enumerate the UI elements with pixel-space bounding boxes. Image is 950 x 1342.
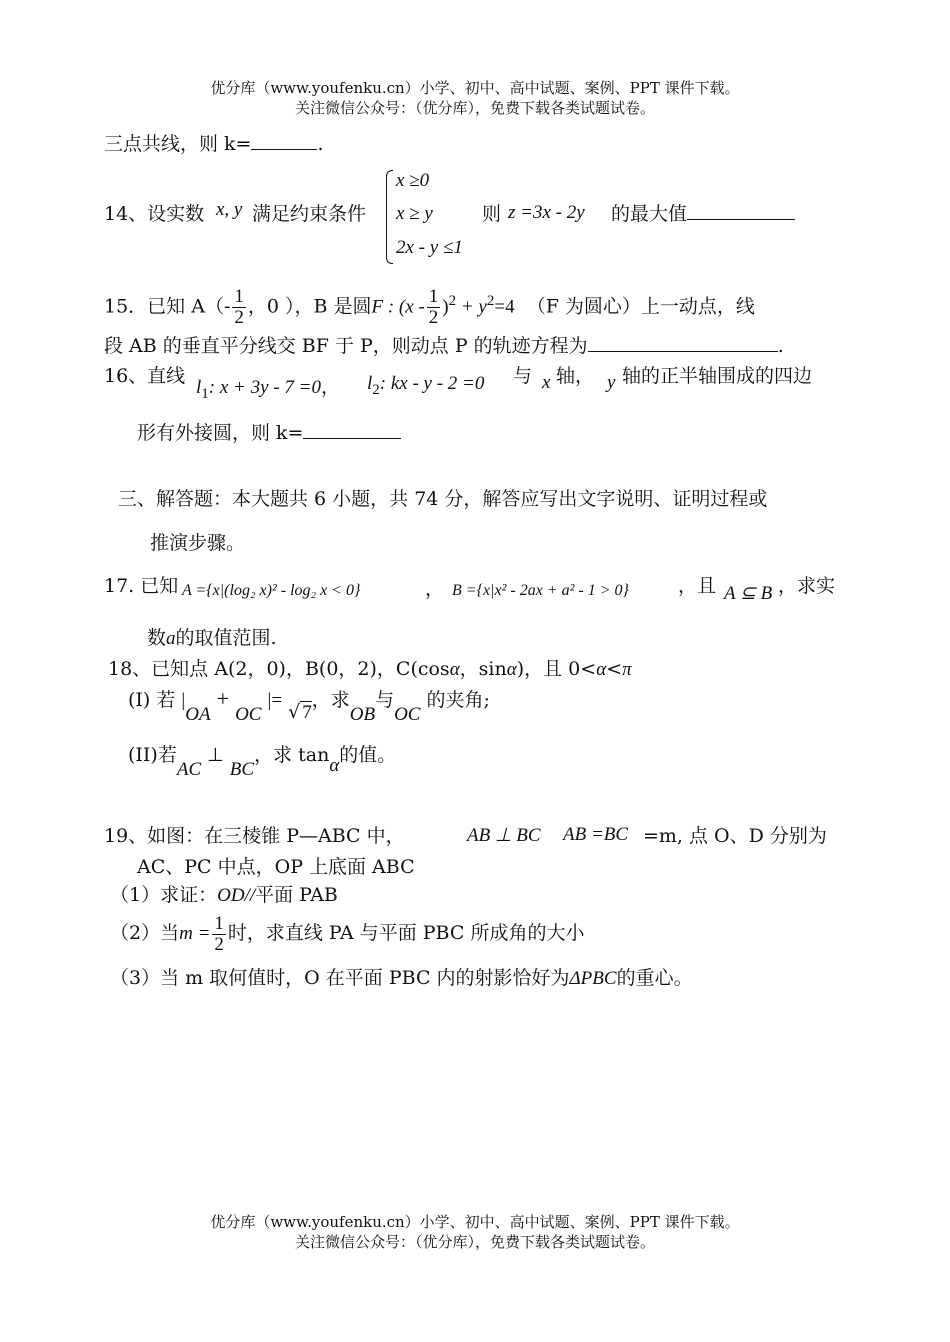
q18-line1-text: 18、已知点 A(2，0)，B(0，2)，C(cos [108,658,450,680]
q15-line2-text: 段 AB 的垂直平分线交 BF 于 P，则动点 P 的轨迹方程为 [104,335,588,357]
q18-value: 的值。 [339,744,397,766]
q15-circle-a: F : (x - [371,296,425,318]
footer-line-2: 关注微信公众号：（优分库），免费下载各类试题试卷。 [294,1233,655,1251]
q16-line-2 [137,418,401,445]
q15-after-point: ，0 ），B 是圆 [247,295,372,318]
q19-m: m = [179,923,211,944]
q16-prefix: 16、直线 [104,365,186,387]
q13-period: . [317,133,324,155]
q17-prefix: 17. 已知 [104,575,179,597]
q14-then: 则 [482,203,502,225]
q18-line-1 [108,654,632,681]
section3-line-2: 推演步骤。 [150,532,246,554]
q16-l1: l [196,377,202,398]
q17-a: a [166,628,176,649]
q14-suffix-text: 的最大值 [611,203,688,225]
q16-with: 与 [513,365,533,387]
q19-part-1 [110,880,338,907]
q14-constraint-3: 2x - y ≤1 [396,237,463,258]
q19-p1-end: 平面 PAB [255,884,338,906]
q19-part-2 [110,910,584,957]
header-line-1: 优分库（www.youfenku.cn）小学、初中、高中试题、案例、PPT 课件下载。 [210,79,740,97]
q19-triangle: ΔPBC [569,968,617,989]
q15-circle-fraction [427,287,441,328]
q18-part-1 [128,685,490,725]
q18-vector-oa: OA [185,704,211,725]
q16-l2: l [367,373,373,394]
q14-objective: z =3x - 2y [508,202,585,223]
q15-square-1: 2 [448,293,457,309]
q18-vector-oc: OC [235,704,262,725]
q15-fraction-den: 2 [234,306,244,328]
q18-mid1: ，sin [459,658,507,680]
q15-answer-blank [588,351,778,352]
q17-set-b: B ={x|x² - 2ax + a² - 1 > 0} [452,582,629,599]
q19-od: OD [217,885,245,906]
q18-abs-bar-right: | [267,690,272,711]
q17-line2a: 数 [147,627,167,649]
q19-fraction [212,914,226,955]
q17-comma: ， [425,578,445,600]
q15-circle-b: ) [442,296,449,318]
q14-constraint-2: x ≥ y [396,203,433,224]
q15-square-2: 2 [486,293,495,309]
q13-answer-blank [251,149,317,150]
q16-axis1: 轴， [556,365,595,387]
q13-text: 三点共线，则 k= [104,133,252,155]
q18-alpha-2: α [506,659,517,680]
q16-line-l2 [367,372,484,399]
q14-answer-blank [687,219,795,220]
q18-angle: 的夹角; [426,689,490,711]
q19-eq: AB =BC [563,824,629,845]
q15-circle-c: + y [460,296,487,318]
q19-fraction-den: 2 [214,933,224,955]
q18-ask2: ，求 tan [254,744,330,766]
q17-set-a: A ={x|(log₂ x)² - log₂ x < 0} [182,582,361,599]
q18-vector-bc: BC [229,759,255,780]
q16-l2-sub: 2 [372,381,380,398]
q15-fraction-num: 1 [234,285,244,307]
q19-perp: AB ⊥ BC [467,825,541,846]
q14-brace [386,170,393,264]
q14-prefix: 14、设实数 [104,203,205,225]
q18-abs-bar-left: | [181,690,186,711]
q18-part-2 [128,740,397,780]
q16-answer-blank [303,438,401,439]
q19-p3-end: 的重心。 [616,967,693,989]
q14-mid: 满足约束条件 [252,203,367,225]
q17-and: ，且 [678,575,717,597]
footer-line-1: 优分库（www.youfenku.cn）小学、初中、高中试题、案例、PPT 课件下载。 [210,1213,740,1231]
q19-parallel: // [244,885,256,906]
q17-line2b: 的取值范围. [175,627,277,649]
q19-p2-end: 时，求直线 PA 与平面 PBC 所成角的大小 [227,922,585,944]
q18-with: 与 [375,689,395,711]
q18-p1-label: (I) 若 [128,689,176,711]
q15-circle-d: =4 [494,296,515,318]
q15-period: . [777,335,784,357]
q15-circle-frac-num: 1 [428,285,439,307]
q19-p2: （2）当 [110,922,180,944]
q18-ask1: ，求 [311,689,350,711]
q14-vars: x, y [216,199,243,220]
q19-part-3 [110,963,693,990]
q19-rest: =m, 点 O、D 分别为 [643,825,827,847]
q18-mid2: )，且 0< [516,658,597,680]
q16-x: x [542,372,551,393]
q19-prefix: 19、如图：在三棱锥 P—ABC 中， [104,825,405,847]
q17-ask: ，求实 [778,575,836,597]
q18-seven: 7 [302,702,312,723]
header-line-2: 关注微信公众号：（优分库），免费下载各类试题试卷。 [294,99,655,117]
q18-vector-ob: OB [349,704,376,725]
q17-line-2 [147,623,277,650]
q18-perp: ⊥ [207,745,224,766]
q18-alpha-3: α [596,659,607,680]
q15-circle-frac-den: 2 [428,306,439,328]
q13-tail [104,129,324,156]
q16-y: y [607,372,616,393]
q15-prefix: 15．已知 A（- [104,295,231,318]
q14-suffix [611,199,795,226]
q15-fraction [232,287,246,328]
q16-line2-text: 形有外接圆，则 k= [137,422,304,444]
q16-axis2: 轴的正半轴围成的四边 [622,365,813,387]
q19-p1: （1）求证： [110,884,218,906]
q19-fraction-num: 1 [214,912,224,934]
q18-sqrt7: √ 7 [288,701,312,723]
q18-vector-ac: AC [176,759,202,780]
q18-p2-label: (II)若 [128,744,177,766]
section3-line-1: 三、解答题：本大题共 6 小题，共 74 分，解答应写出文字说明、证明过程或 [118,488,768,510]
q16-comma: ， [320,376,340,398]
q18-lt: < [606,658,623,680]
q15-line-1 [104,282,755,328]
q18-plus: + [216,686,230,711]
q18-equals: = [271,690,283,711]
q14-constraint-1: x ≥0 [396,170,430,191]
q19-p3: （3）当 m 取何值时，O 在平面 PBC 内的射影恰好为 [110,967,570,989]
q16-l1-eq: : x + 3y - 7 =0 [208,377,321,398]
q18-vector-oc-2: OC [394,704,421,725]
q16-line-l1 [196,372,340,403]
q18-alpha-1: α [449,659,460,680]
q18-pi: π [622,659,632,680]
q18-alpha-4: α [329,755,340,776]
q16-l1-sub: 1 [201,385,209,402]
q17-subset: A ⊆ B [724,583,773,604]
q15-line-2 [104,331,784,358]
q16-l2-eq: : kx - y - 2 =0 [379,373,485,394]
q19-line-2: AC、PC 中点，OP 上底面 ABC [137,856,415,878]
q15-center: （F 为圆心）上一动点，线 [526,295,755,318]
